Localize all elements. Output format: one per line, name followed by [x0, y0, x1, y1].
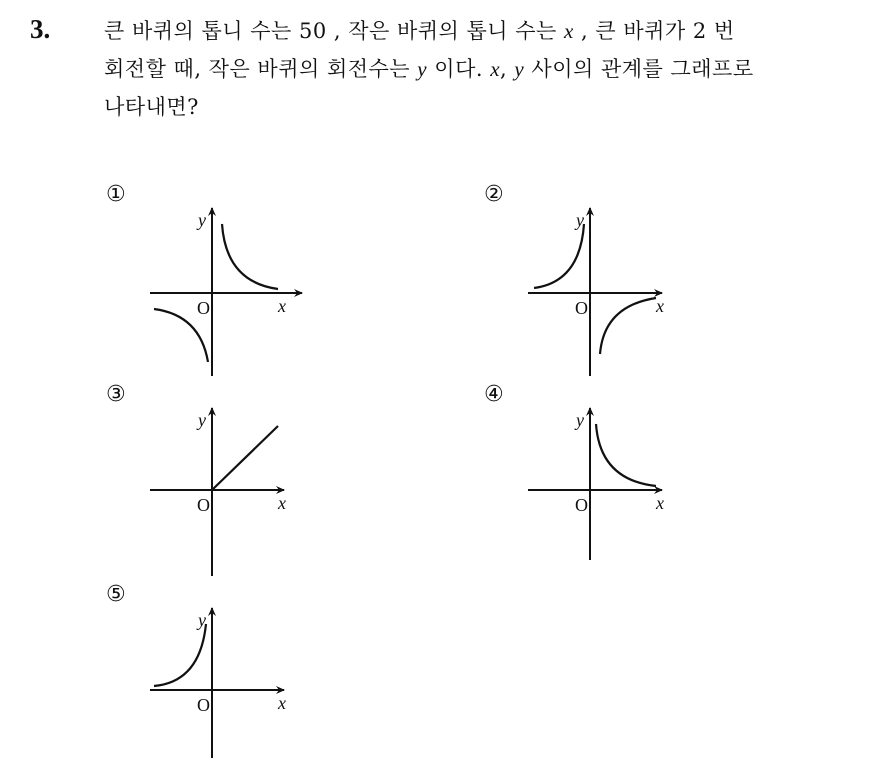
hyperbola-branch-q1 — [222, 224, 278, 289]
proportional-line — [212, 426, 278, 490]
question-line-2 — [104, 50, 864, 88]
question-line-3: 나타내면? — [104, 95, 199, 119]
text-segment: , 큰 바퀴가 2 번 — [573, 19, 735, 43]
choice-3-graph — [106, 382, 306, 582]
text-segment: 이다. — [427, 57, 491, 81]
x-axis-label: x — [656, 296, 664, 316]
choice-1-graph — [106, 182, 306, 382]
hyperbola-branch-q2 — [534, 224, 584, 288]
origin-label: O — [575, 298, 588, 318]
text-segment: 회전할 때, 작은 바퀴의 회전수는 — [104, 57, 418, 81]
choice-5-label: ⑤ — [106, 582, 126, 607]
variable-y: y — [417, 57, 428, 81]
y-axis-label: y — [198, 210, 206, 230]
y-axis-label: y — [198, 410, 206, 430]
x-axis-label: x — [278, 693, 286, 713]
variable-x: x — [564, 19, 574, 43]
origin-label: O — [197, 298, 210, 318]
origin-label: O — [575, 495, 588, 515]
hyperbola-branch-q4 — [600, 298, 656, 354]
choice-3-label: ③ — [106, 382, 126, 407]
choice-3[interactable] — [106, 382, 306, 582]
question-text — [104, 12, 864, 126]
origin-label: O — [197, 495, 210, 515]
text-segment: , — [500, 57, 515, 81]
hyperbola-branch-q1 — [596, 424, 656, 486]
hyperbola-branch-q2 — [154, 624, 206, 686]
choice-2-graph — [484, 182, 684, 382]
choice-1-label: ① — [106, 182, 126, 207]
choice-1[interactable] — [106, 182, 306, 382]
choice-4-label: ④ — [484, 382, 504, 407]
origin-label: O — [197, 695, 210, 715]
choice-5-graph — [106, 582, 306, 760]
choice-4-graph — [484, 382, 684, 582]
y-axis-label: y — [198, 610, 206, 630]
choice-2-label: ② — [484, 182, 504, 207]
choice-4[interactable] — [484, 382, 684, 582]
x-axis-label: x — [278, 296, 286, 316]
variable-x: x — [490, 57, 501, 81]
x-axis-label: x — [656, 493, 664, 513]
y-axis-label: y — [576, 210, 584, 230]
text-segment: 사이의 관계를 그래프로 — [524, 57, 754, 81]
y-axis-label: y — [576, 410, 584, 430]
question-line-1 — [104, 12, 864, 50]
choice-5[interactable] — [106, 582, 306, 782]
choice-2[interactable] — [484, 182, 684, 382]
text-segment: 큰 바퀴의 톱니 수는 50 , 작은 바퀴의 톱니 수는 — [104, 19, 565, 43]
variable-y: y — [514, 57, 525, 81]
question-number: 3. — [30, 14, 51, 44]
x-axis-label: x — [278, 493, 286, 513]
